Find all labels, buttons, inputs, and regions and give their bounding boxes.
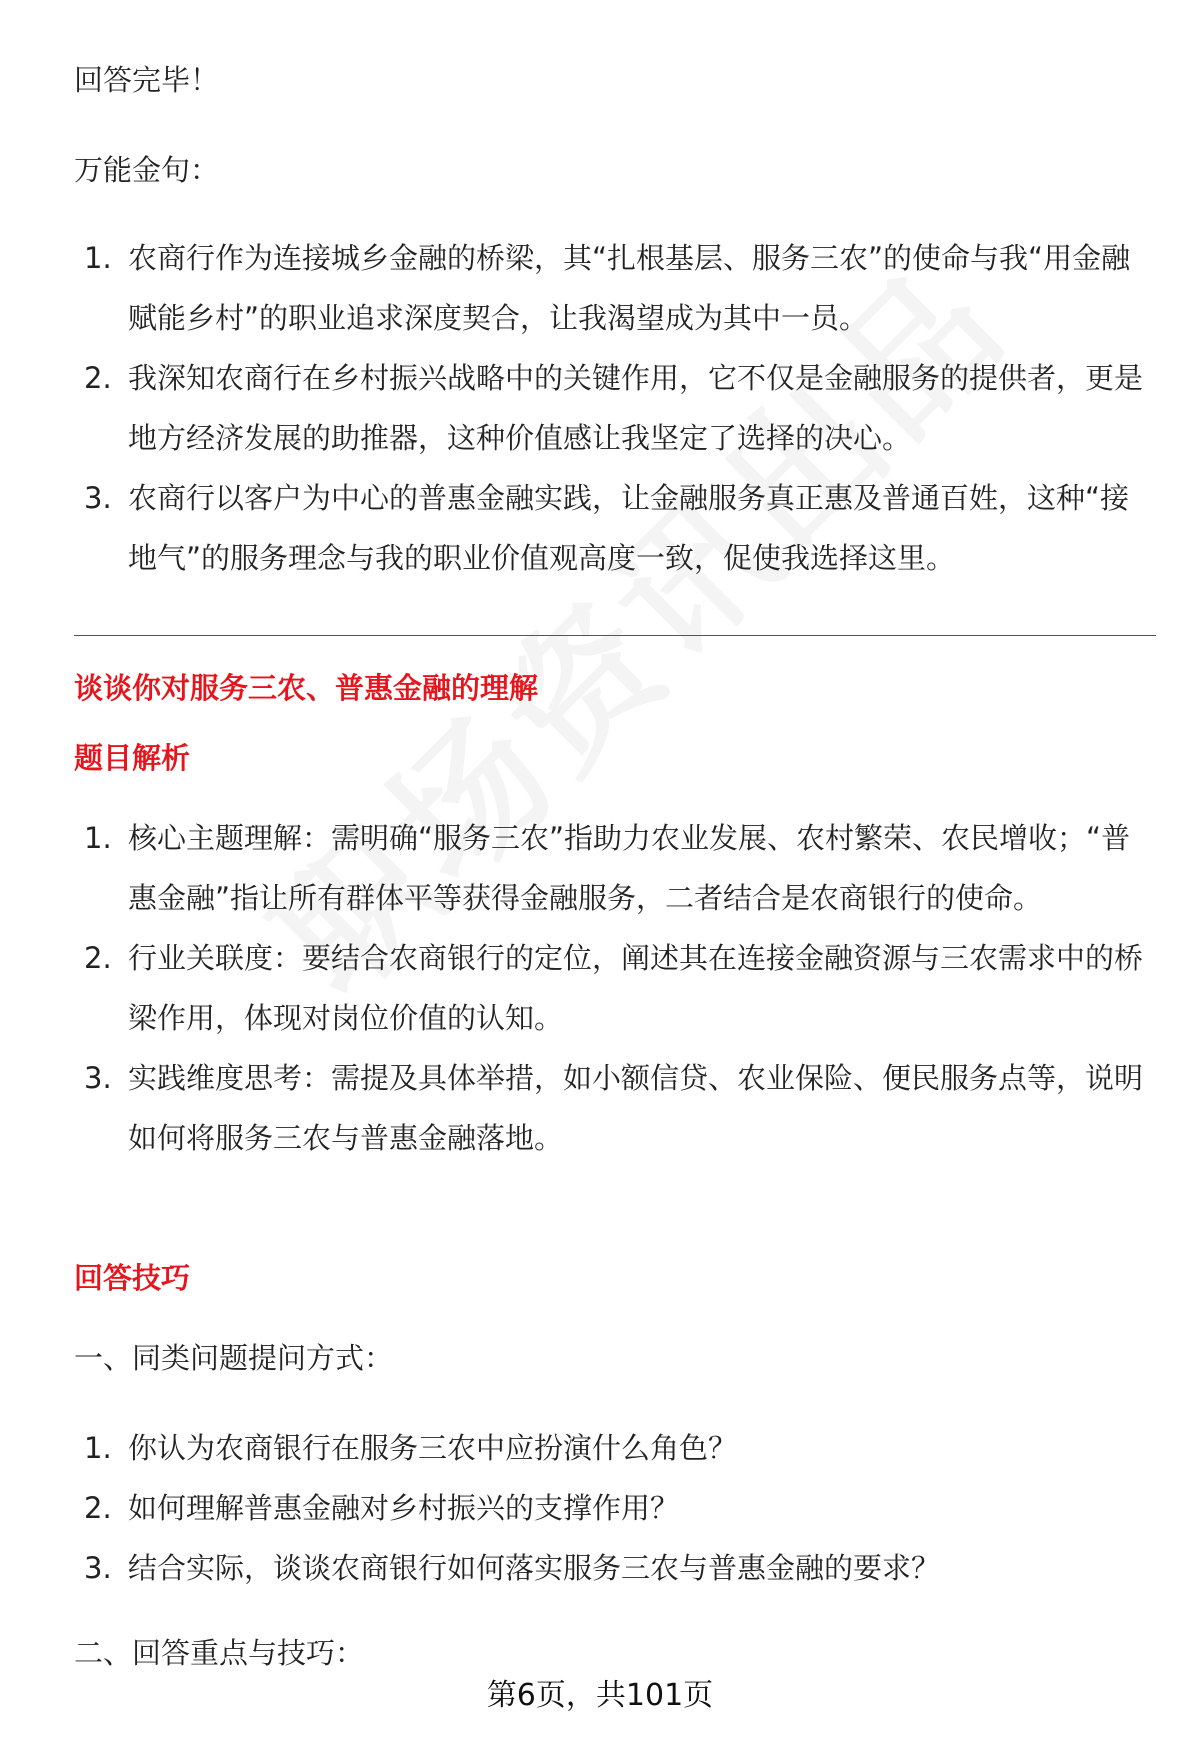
- list-text: 实践维度思考：需提及具体举措，如小额信贷、农业保险、便民服务点等，说明如何将服务三农与普惠金融落地。: [128, 1061, 1144, 1155]
- list-number: 3.: [84, 1061, 112, 1095]
- list-text: 我深知农商行在乡村振兴战略中的关键作用，它不仅是金融服务的提供者，更是地方经济发展的助推器，这种价值感让我坚定了选择的决心。: [128, 361, 1144, 455]
- list-number: 1.: [84, 821, 112, 855]
- answer-done-text: 回答完毕！: [74, 63, 220, 97]
- similar-questions-title: 一、同类问题提问方式：: [74, 1341, 394, 1375]
- list-item: [0, 1538, 1200, 1598]
- list-item: [0, 808, 1200, 928]
- list-item: [0, 348, 1200, 468]
- analysis-list: [0, 808, 1200, 1168]
- list-text: 农商行作为连接城乡金融的桥梁，其“扎根基层、服务三农”的使命与我“用金融赋能乡村”的职业追求深度契合，让我渴望成为其中一员。: [128, 241, 1131, 335]
- list-number: 3.: [84, 1551, 112, 1585]
- golden-sentences-list: [0, 228, 1200, 588]
- list-item: [0, 468, 1200, 588]
- list-number: 1.: [84, 241, 112, 275]
- golden-sentences-title: 万能金句：: [74, 153, 220, 187]
- analysis-heading: 题目解析: [74, 741, 191, 775]
- section-divider: [74, 635, 1156, 636]
- page-number: 第6页，共101页: [486, 1678, 714, 1713]
- list-text: 如何理解普惠金融对乡村振兴的支撑作用？: [128, 1491, 680, 1525]
- list-number: 2.: [84, 361, 112, 395]
- tips-heading: 回答技巧: [74, 1261, 191, 1295]
- list-number: 1.: [84, 1431, 112, 1465]
- list-item: [0, 1418, 1200, 1478]
- list-item: [0, 228, 1200, 348]
- list-item: [0, 928, 1200, 1048]
- list-text: 结合实际，谈谈农商银行如何落实服务三农与普惠金融的要求？: [128, 1551, 941, 1585]
- list-number: 2.: [84, 941, 112, 975]
- question-heading: 谈谈你对服务三农、普惠金融的理解: [74, 671, 539, 705]
- list-item: [0, 1048, 1200, 1168]
- similar-questions-list: [0, 1418, 1200, 1598]
- list-item: [0, 1478, 1200, 1538]
- list-number: 2.: [84, 1491, 112, 1525]
- list-text: 行业关联度：要结合农商银行的定位，阐述其在连接金融资源与三农需求中的桥梁作用，体现对岗位价值的认知。: [128, 941, 1144, 1035]
- answer-key-points-title: 二、回答重点与技巧：: [74, 1636, 365, 1670]
- list-text: 农商行以客户为中心的普惠金融实践，让金融服务真正惠及普通百姓，这种“接地气”的服务理念与我的职业价值观高度一致，促使我选择这里。: [128, 481, 1130, 575]
- list-number: 3.: [84, 481, 112, 515]
- list-text: 你认为农商银行在服务三农中应扮演什么角色？: [128, 1431, 738, 1465]
- list-text: 核心主题理解：需明确“服务三农”指助力农业发展、农村繁荣、农民增收；“普惠金融”指让所有群体平等获得金融服务，二者结合是农商银行的使命。: [128, 821, 1131, 915]
